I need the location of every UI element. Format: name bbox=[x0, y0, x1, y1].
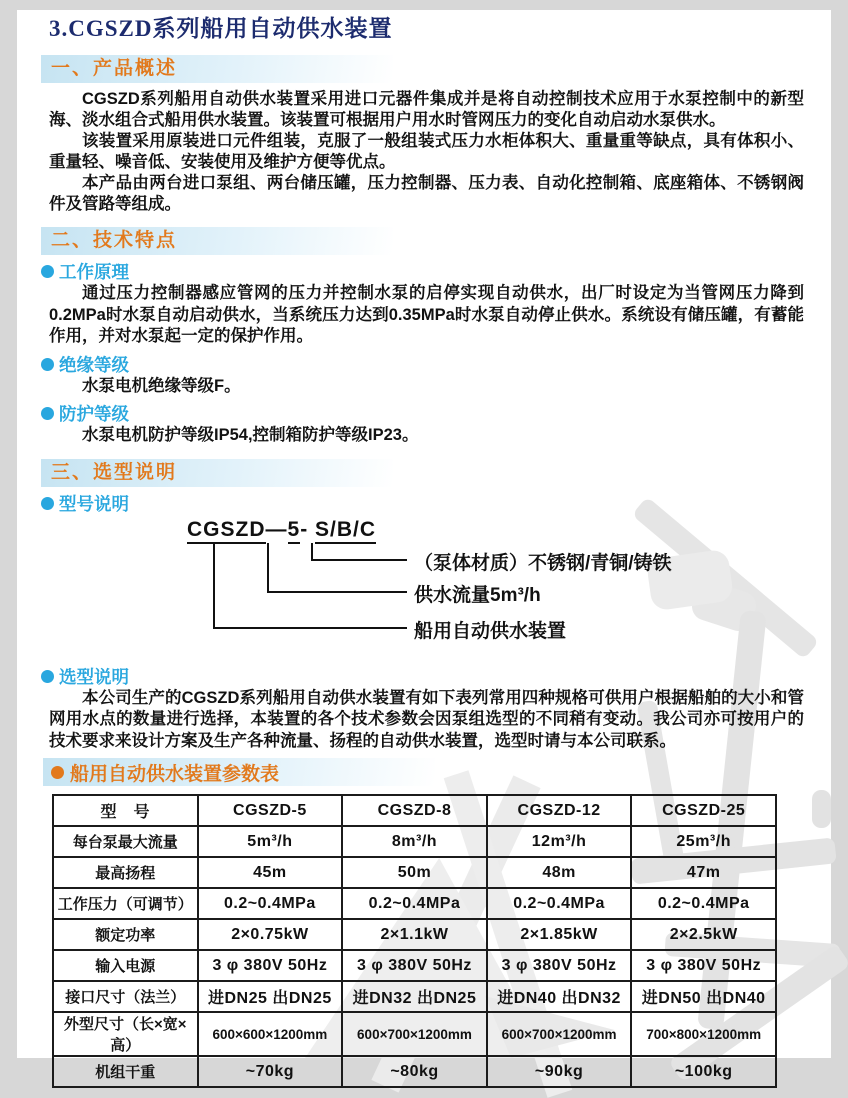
parameters-table-body bbox=[53, 795, 776, 1087]
table-cell: 进DN32 出DN25 bbox=[342, 981, 487, 1012]
model-branch-material-label: （泵体材质）不锈钢/青铜/铸铁 bbox=[414, 552, 672, 574]
bullet-icon bbox=[41, 670, 54, 683]
table-cell: 600×700×1200mm bbox=[342, 1012, 487, 1056]
table-row bbox=[53, 826, 776, 857]
document-page bbox=[17, 10, 831, 1081]
table-cell: 50m bbox=[342, 857, 487, 888]
model-branch-base-label: 船用自动供水装置 bbox=[414, 620, 567, 642]
overview-paragraph-1: CGSZD系列船用自动供水装置采用进口元器件集成并是将自动控制技术应用于水泵控制中的新型海、淡水组合式船用供水装置。该装置可根据用户用水时管网压力的变化自动启动水泵供水。 bbox=[49, 90, 804, 129]
model-branch-line bbox=[213, 543, 215, 629]
table-cell: ~100kg bbox=[631, 1056, 776, 1087]
selection-note-paragraph: 本公司生产的CGSZD系列船用自动供水装置有如下表列常用四种规格可供用户根据船舶的大小和管网用水点的数量进行选择，本装置的各个技术参数会因泵组选型的不同稍有变动。我公司亦可按用户的技术要求来设计方案及生产各种流量、扬程的自动供水装置，选型时请与本公司联系。 bbox=[49, 688, 804, 750]
model-dash: - bbox=[300, 517, 316, 541]
table-header-cell: 型 号 bbox=[53, 795, 198, 826]
table-cell: 进DN25 出DN25 bbox=[198, 981, 343, 1012]
table-cell: 600×700×1200mm bbox=[487, 1012, 632, 1056]
section-heading-features bbox=[41, 227, 393, 255]
table-row bbox=[53, 950, 776, 981]
table-cell: ~80kg bbox=[342, 1056, 487, 1087]
table-header-cell: CGSZD-8 bbox=[342, 795, 487, 826]
table-row-label: 输入电源 bbox=[53, 950, 198, 981]
table-row bbox=[53, 1012, 776, 1056]
table-header-cell: CGSZD-5 bbox=[198, 795, 343, 826]
table-header-cell: CGSZD-12 bbox=[487, 795, 632, 826]
feature-insulation-paragraph: 水泵电机绝缘等级F。 bbox=[82, 376, 241, 395]
overview-paragraph-2: 该装置采用原装进口元件组装，克服了一般组装式压力水柜体积大、重量重等缺点，具有体积小、重量轻、噪音低、安装使用及维护方便等优点。 bbox=[49, 132, 804, 171]
section-heading-selection-label: 三、选型说明 bbox=[51, 461, 178, 483]
table-row bbox=[53, 888, 776, 919]
table-cell: 0.2~0.4MPa bbox=[631, 888, 776, 919]
table-cell: 3 φ 380V 50Hz bbox=[198, 950, 343, 981]
model-number-diagram bbox=[17, 518, 831, 660]
table-cell: 进DN40 出DN32 bbox=[487, 981, 632, 1012]
table-cell: 2×1.85kW bbox=[487, 919, 632, 950]
table-row-label: 外型尺寸（长×宽×高） bbox=[53, 1012, 198, 1056]
table-row bbox=[53, 857, 776, 888]
table-cell: 45m bbox=[198, 857, 343, 888]
section-heading-overview-label: 一、产品概述 bbox=[51, 58, 178, 79]
table-cell: 0.2~0.4MPa bbox=[487, 888, 632, 919]
table-cell: 3 φ 380V 50Hz bbox=[631, 950, 776, 981]
table-cell: 600×600×1200mm bbox=[198, 1012, 343, 1056]
bullet-icon bbox=[41, 265, 54, 278]
table-cell: 2×1.1kW bbox=[342, 919, 487, 950]
feature-insulation-heading bbox=[41, 354, 831, 375]
table-cell: 0.2~0.4MPa bbox=[342, 888, 487, 919]
table-cell: 700×800×1200mm bbox=[631, 1012, 776, 1056]
bullet-icon bbox=[41, 358, 54, 371]
table-row bbox=[53, 1056, 776, 1087]
feature-protection-label: 防护等级 bbox=[59, 404, 129, 424]
model-base-code: CGSZD bbox=[187, 518, 266, 544]
feature-working-principle-text bbox=[49, 283, 804, 348]
model-branch-line bbox=[311, 559, 407, 561]
section-heading-selection bbox=[41, 459, 393, 487]
model-branch-flow-label: 供水流量5m³/h bbox=[414, 584, 541, 606]
table-cell: ~90kg bbox=[487, 1056, 632, 1087]
parameters-table-heading bbox=[43, 758, 435, 786]
page-title: 3.CGSZD系列船用自动供水装置 bbox=[49, 16, 393, 41]
parameters-table bbox=[52, 794, 777, 1088]
table-cell: 5m³/h bbox=[198, 826, 343, 857]
table-cell: 0.2~0.4MPa bbox=[198, 888, 343, 919]
table-cell: 48m bbox=[487, 857, 632, 888]
model-dash: — bbox=[265, 517, 288, 541]
table-row-label: 接口尺寸（法兰） bbox=[53, 981, 198, 1012]
overview-paragraph-3: 本产品由两台进口泵组、两台储压罐，压力控制器、压力表、自动化控制箱、底座箱体、不锈钢阀件及管路等组成。 bbox=[49, 174, 804, 213]
table-header-cell: CGSZD-25 bbox=[631, 795, 776, 826]
model-branch-line bbox=[213, 627, 407, 629]
table-cell: 2×0.75kW bbox=[198, 919, 343, 950]
feature-working-principle-paragraph: 通过压力控制器感应管网的压力并控制水泵的启停实现自动供水，出厂时设定为当管网压力降到0.2MPa时水泵自动启动供水，当系统压力达到0.35MPa时水泵自动停止供水。系统设有储压罐，有蓄能作用，并对水泵起一定的保护作用。 bbox=[49, 284, 804, 345]
table-row-label: 工作压力（可调节） bbox=[53, 888, 198, 919]
model-material-code: S/B/C bbox=[315, 518, 376, 544]
model-number bbox=[187, 518, 376, 542]
feature-protection-text bbox=[49, 425, 804, 447]
model-designation-heading bbox=[41, 493, 831, 514]
table-row-label: 额定功率 bbox=[53, 919, 198, 950]
feature-protection-paragraph: 水泵电机防护等级IP54,控制箱防护等级IP23。 bbox=[82, 426, 419, 444]
overview-paragraphs bbox=[49, 89, 804, 215]
feature-protection-heading bbox=[41, 403, 831, 424]
table-cell: ~70kg bbox=[198, 1056, 343, 1087]
bullet-icon bbox=[41, 497, 54, 510]
table-row bbox=[53, 919, 776, 950]
table-row-label: 机组干重 bbox=[53, 1056, 198, 1087]
selection-note-heading bbox=[41, 666, 831, 687]
bullet-icon bbox=[51, 766, 64, 779]
table-row bbox=[53, 981, 776, 1012]
feature-working-principle-label: 工作原理 bbox=[59, 262, 129, 282]
model-branch-line bbox=[267, 591, 407, 593]
model-branch-line bbox=[267, 543, 269, 593]
feature-insulation-text bbox=[49, 376, 804, 398]
feature-insulation-label: 绝缘等级 bbox=[59, 354, 129, 375]
table-cell: 进DN50 出DN40 bbox=[631, 981, 776, 1012]
table-cell: 2×2.5kW bbox=[631, 919, 776, 950]
selection-note-label: 选型说明 bbox=[59, 666, 129, 687]
table-cell: 25m³/h bbox=[631, 826, 776, 857]
table-cell: 47m bbox=[631, 857, 776, 888]
section-heading-overview bbox=[41, 55, 393, 83]
table-cell: 3 φ 380V 50Hz bbox=[487, 950, 632, 981]
model-designation-label: 型号说明 bbox=[59, 493, 129, 514]
section-heading-features-label: 二、技术特点 bbox=[51, 230, 178, 251]
model-flow-code: 5 bbox=[288, 518, 301, 544]
table-row-label: 最高扬程 bbox=[53, 857, 198, 888]
table-cell: 8m³/h bbox=[342, 826, 487, 857]
feature-working-principle-heading bbox=[41, 261, 831, 282]
table-cell: 3 φ 380V 50Hz bbox=[342, 950, 487, 981]
bullet-icon bbox=[41, 407, 54, 420]
table-cell: 12m³/h bbox=[487, 826, 632, 857]
table-row-label: 每台泵最大流量 bbox=[53, 826, 198, 857]
table-header-row bbox=[53, 795, 776, 826]
selection-note-text bbox=[49, 688, 804, 753]
parameters-table-heading-label: 船用自动供水装置参数表 bbox=[70, 763, 280, 785]
